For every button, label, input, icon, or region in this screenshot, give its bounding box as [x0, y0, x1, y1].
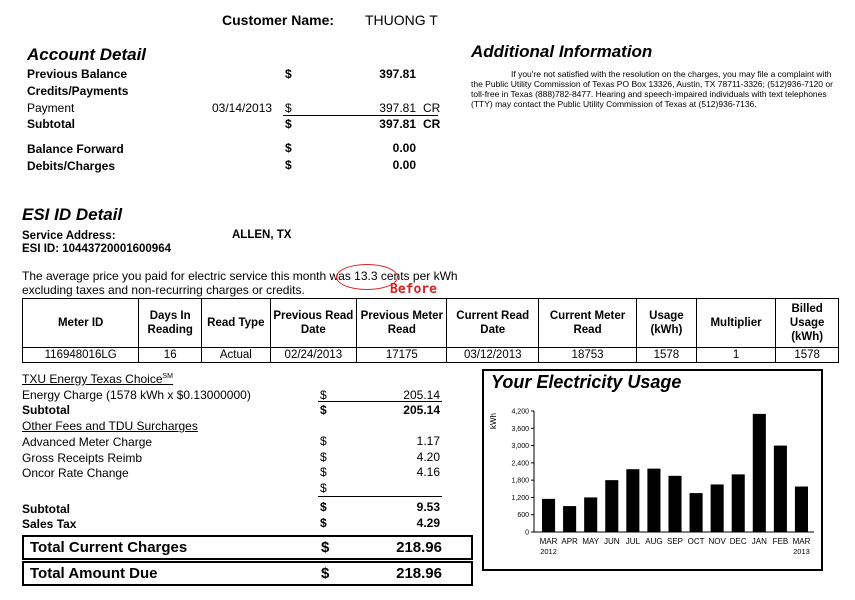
payment-currency: $ [285, 101, 292, 115]
account-subtotal-rule [283, 115, 438, 116]
col-previous-meter-read: Previous Meter Read [357, 299, 447, 348]
energy-charge-amount: 205.14 [403, 388, 440, 402]
esi-detail-title: ESI ID Detail [22, 205, 123, 224]
table-cell: Actual [202, 348, 270, 363]
table-cell: 116948016LG [23, 348, 139, 363]
table-cell: 16 [139, 348, 202, 363]
x-tick-label: FEB [772, 537, 789, 546]
year-end-label: 2013 [793, 547, 810, 556]
previous-balance-currency: $ [285, 67, 292, 81]
subtotal2-currency: $ [320, 500, 327, 514]
usage-bar [711, 484, 724, 532]
payment-date: 03/14/2013 [212, 101, 273, 115]
payment-amount: 397.81 [379, 101, 416, 115]
sales-tax-label: Sales Tax [22, 517, 77, 531]
y-tick-label: 1,800 [511, 477, 529, 485]
debits-charges-amount: 0.00 [392, 158, 416, 172]
average-price-prefix: The average price you paid for electric service this month was [22, 269, 351, 283]
total-current-charges-box [22, 535, 473, 560]
col-billed-usage: Billed Usage (kWh) [776, 299, 839, 348]
x-tick-label: JUN [603, 537, 620, 546]
previous-balance-label: Previous Balance [27, 67, 128, 81]
fee-amount: 1.17 [416, 434, 440, 448]
col-current-read-date: Current Read Date [447, 299, 539, 348]
usage-bar [690, 493, 703, 532]
table-cell: 03/12/2013 [447, 348, 539, 363]
fee-amount: 4.20 [416, 450, 440, 464]
usage-bar [795, 487, 808, 532]
balance-forward-amount: 0.00 [392, 141, 416, 155]
fee-label: Advanced Meter Charge [22, 435, 153, 449]
y-tick-label: 2,400 [511, 460, 529, 468]
y-tick-label: 0 [525, 529, 529, 537]
y-tick-label: 3,000 [511, 443, 529, 451]
x-tick-label: AUG [645, 537, 663, 546]
fee-currency: $ [320, 450, 327, 464]
usage-bar [732, 474, 745, 532]
x-tick-label: MAR [539, 537, 558, 546]
table-cell: 1578 [637, 348, 697, 363]
col-multiplier: Multiplier [696, 299, 776, 348]
payment-label: Payment [27, 101, 75, 115]
service-address: ALLEN, TX [232, 229, 292, 241]
account-subtotal-label: Subtotal [27, 117, 75, 131]
fee-label: Gross Receipts Reimb [22, 451, 143, 465]
total-amount-due-label: Total Amount Due [30, 565, 158, 582]
usage-bar [605, 480, 618, 532]
x-tick-label: DEC [729, 537, 747, 546]
energy-charge-currency: $ [320, 388, 327, 402]
payment-suffix: CR [423, 101, 441, 115]
table-cell: 17175 [357, 348, 447, 363]
customer-name: THUONG T [365, 12, 438, 28]
total-current-charges-label: Total Current Charges [30, 539, 188, 556]
provider-name-text: TXU Energy Texas Choice [22, 372, 163, 386]
usage-bar [668, 476, 681, 532]
subtotal2-label: Subtotal [22, 502, 70, 516]
esi-id: ESI ID: 10443720001600964 [22, 243, 171, 255]
customer-name-label: Customer Name: [222, 12, 335, 28]
y-axis-label: kWh [489, 413, 498, 429]
x-tick-label: JUL [625, 537, 640, 546]
balance-forward-currency: $ [285, 141, 292, 155]
fee-currency: $ [320, 465, 327, 479]
col-current-meter-read: Current Meter Read [538, 299, 636, 348]
year-start-label: 2012 [540, 547, 557, 556]
provider-name [22, 372, 173, 386]
meter-table [22, 298, 839, 363]
table-row [23, 348, 839, 363]
sales-tax-amount: 4.29 [416, 516, 440, 530]
fee-currency: $ [320, 481, 327, 495]
x-tick-label: JAN [751, 537, 767, 546]
price-circle-annotation [336, 264, 398, 290]
x-tick-label: OCT [687, 537, 705, 546]
sales-tax-currency: $ [320, 516, 327, 530]
usage-chart-box [482, 369, 823, 571]
y-tick-label: 3,600 [511, 425, 529, 433]
y-tick-label: 1,200 [511, 494, 529, 502]
col-usage: Usage (kWh) [637, 299, 697, 348]
table-cell: 1 [696, 348, 776, 363]
x-tick-label: SEP [666, 537, 684, 546]
additional-info-text: If you're not satisfied with the resolution on the charges, you may file a complaint with the Public Utility Commission of Texas PO Box 13326, Austin, TX 78711-3326; (512)936-7120 or toll-free in Texas (888)782-8477. Hearing and speech-impaired individuals with text telephones (TTY) may contact the Public Utility Commission of Texas at (512)936-7136. [471, 69, 833, 109]
usage-bar [626, 469, 639, 532]
average-price-suffix: per kWh [412, 269, 458, 283]
col-days-in-reading: Days In Reading [139, 299, 202, 348]
account-detail-title: Account Detail [27, 45, 147, 64]
account-subtotal-suffix: CR [423, 117, 441, 131]
debits-charges-currency: $ [285, 158, 292, 172]
subtotal1-label: Subtotal [22, 403, 70, 417]
subtotal2-rule [318, 496, 442, 497]
total-current-charges-currency: $ [321, 539, 330, 556]
usage-bar [647, 469, 660, 532]
col-meter-id: Meter ID [23, 299, 139, 348]
account-subtotal-amount: 397.81 [379, 117, 416, 131]
y-tick-label: 4,200 [511, 408, 529, 416]
other-fees-label: Other Fees and TDU Surcharges [22, 419, 198, 433]
total-amount-due-amount: 218.96 [396, 565, 442, 582]
account-subtotal-currency: $ [285, 117, 292, 131]
energy-charge-label: Energy Charge (1578 kWh x $0.13000000) [22, 388, 251, 402]
x-tick-label: NOV [708, 537, 726, 546]
provider-service-mark: SM [162, 373, 174, 380]
service-address-label: Service Address: [22, 230, 116, 242]
table-cell: 18753 [538, 348, 636, 363]
x-tick-label: MAY [582, 537, 600, 546]
table-cell: 1578 [776, 348, 839, 363]
col-previous-read-date: Previous Read Date [270, 299, 357, 348]
balance-forward-label: Balance Forward [27, 142, 124, 156]
usage-chart [484, 371, 821, 569]
fee-amount: 4.16 [416, 465, 440, 479]
total-current-charges-amount: 218.96 [396, 539, 442, 556]
debits-charges-label: Debits/Charges [27, 159, 116, 173]
subtotal1-currency: $ [320, 403, 327, 417]
credits-payments-label: Credits/Payments [27, 84, 129, 98]
x-tick-label: MAR [792, 537, 811, 546]
fee-currency: $ [320, 434, 327, 448]
chart-title: Your Electricity Usage [491, 372, 682, 392]
col-read-type: Read Type [202, 299, 270, 348]
total-amount-due-box [22, 561, 473, 586]
additional-info-title: Additional Information [471, 42, 653, 61]
usage-bar [542, 499, 555, 532]
usage-bar [774, 446, 787, 532]
usage-bar [563, 506, 576, 532]
table-cell: 02/24/2013 [270, 348, 357, 363]
y-tick-label: 600 [517, 512, 529, 520]
meter-table-header-row [23, 299, 839, 348]
fee-label: Oncor Rate Change [22, 466, 129, 480]
total-amount-due-currency: $ [321, 565, 330, 582]
usage-bar [584, 497, 597, 532]
subtotal1-rule [318, 401, 442, 402]
average-price-note: excluding taxes and non-recurring charges or credits. [22, 283, 305, 297]
usage-bar [753, 414, 766, 532]
before-annotation: Before [390, 282, 437, 297]
previous-balance-amount: 397.81 [379, 67, 416, 81]
subtotal2-amount: 9.53 [416, 500, 440, 514]
x-tick-label: APR [561, 537, 578, 546]
average-price-value: 13.3 cents [354, 269, 410, 283]
subtotal1-amount: 205.14 [403, 403, 440, 417]
